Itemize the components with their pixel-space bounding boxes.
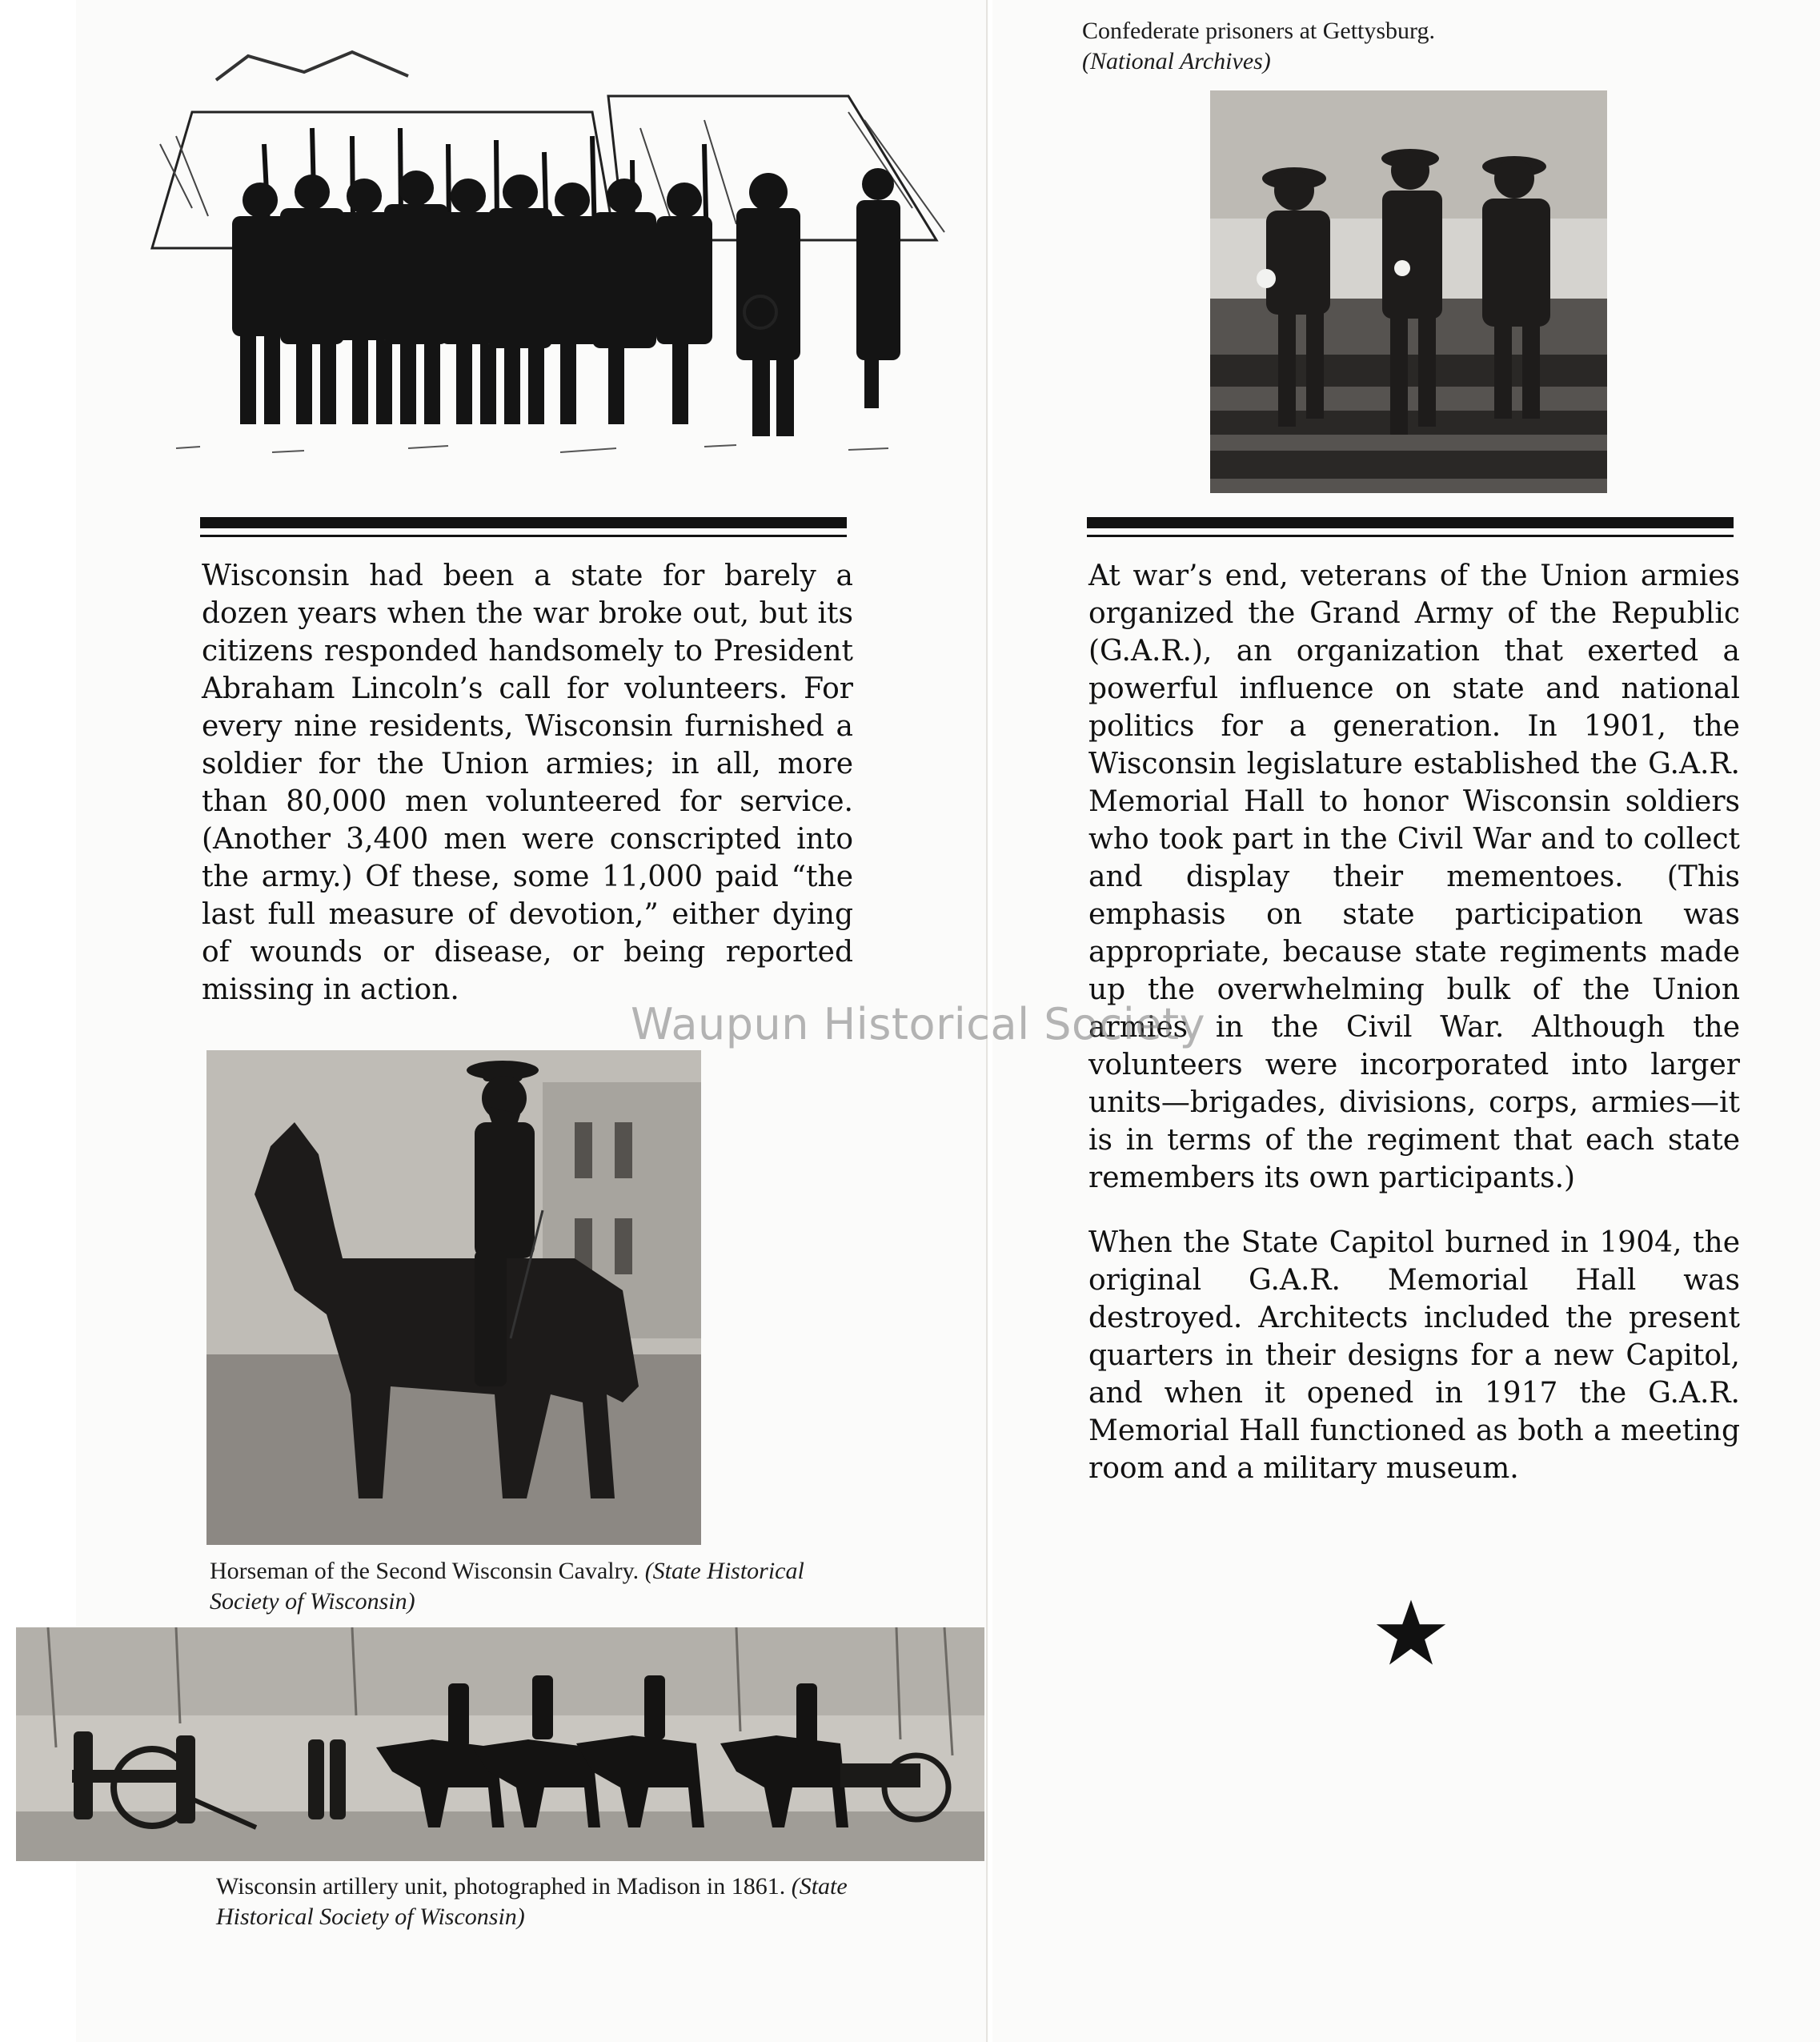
gar-history-paragraph: At war’s end, veterans of the Union armies organized the Grand Army of the Republic (G.A.R.), an organization that exerted a powerful influence on state and national politics for a generation. In 1901, the Wisconsin legislature established the G.A.R. Memorial Hall to honor Wisconsin soldiers who took part in the Civil War and to collect and display their mementoes. (This emphasis on state participation was appropriate, because state regiments made up the overwhelming bulk of the Union armies in the Civil War. Although the volunteers were incorporated into larger units—brigades, divisions, corps, armies—it is in terms of the regiment that each state remembers its own participants.) [1088, 560, 1740, 1194]
artillery-unit-photo [16, 1627, 984, 1861]
prisoners-caption-text: Confederate prisoners at Gettysburg. [1082, 18, 1435, 44]
horseman-photo [206, 1050, 701, 1545]
prisoners-caption-credit: (National Archives) [1082, 48, 1271, 74]
engraving-soldiers-illustration [144, 48, 976, 464]
right-divider-thick [1087, 517, 1734, 528]
watermark-text: Waupun Historical Society [631, 999, 1206, 1049]
horseman-caption [210, 1556, 874, 1617]
confederate-prisoners-photo [1210, 90, 1607, 493]
left-column-text [202, 557, 853, 1036]
horseman-caption-text: Horseman of the Second Wisconsin Cavalry. [210, 1558, 639, 1584]
artillery-caption [216, 1871, 888, 1932]
star-icon [1375, 1597, 1447, 1669]
left-divider-thin [200, 535, 847, 537]
capitol-fire-paragraph: When the State Capitol burned in 1904, the original G.A.R. Memorial Hall was destroyed. Architects included the present quarters in their designs for a new Capitol, and when it opened in 1917 the G.A.R. Memorial Hall functioned as both a meeting room and a military museum. [1088, 1226, 1740, 1485]
artillery-caption-text: Wisconsin artillery unit, photographed in Madison in 1861. [216, 1873, 786, 1900]
wisconsin-volunteers-paragraph: Wisconsin had been a state for barely a dozen years when the war broke out, but its citizens responded handsomely to President Abraham Lincoln’s call for volunteers. For every nine residents, Wisconsin furnished a soldier for the Union armies; in all, more than 80,000 men volunteered for service. (Another 3,400 men were conscripted into the army.) Of these, some 11,000 paid “the last full measure of devotion,” either dying of wounds or disease, or being reported missing in action. [202, 560, 853, 1006]
right-divider-thin [1087, 535, 1734, 537]
left-divider-thick [200, 517, 847, 528]
artillery-caption-credit: (State Historical Society of Wisconsin) [216, 1873, 848, 1930]
prisoners-caption [1082, 16, 1594, 77]
horseman-caption-credit: (State Historical Society of Wisconsin) [210, 1558, 804, 1615]
